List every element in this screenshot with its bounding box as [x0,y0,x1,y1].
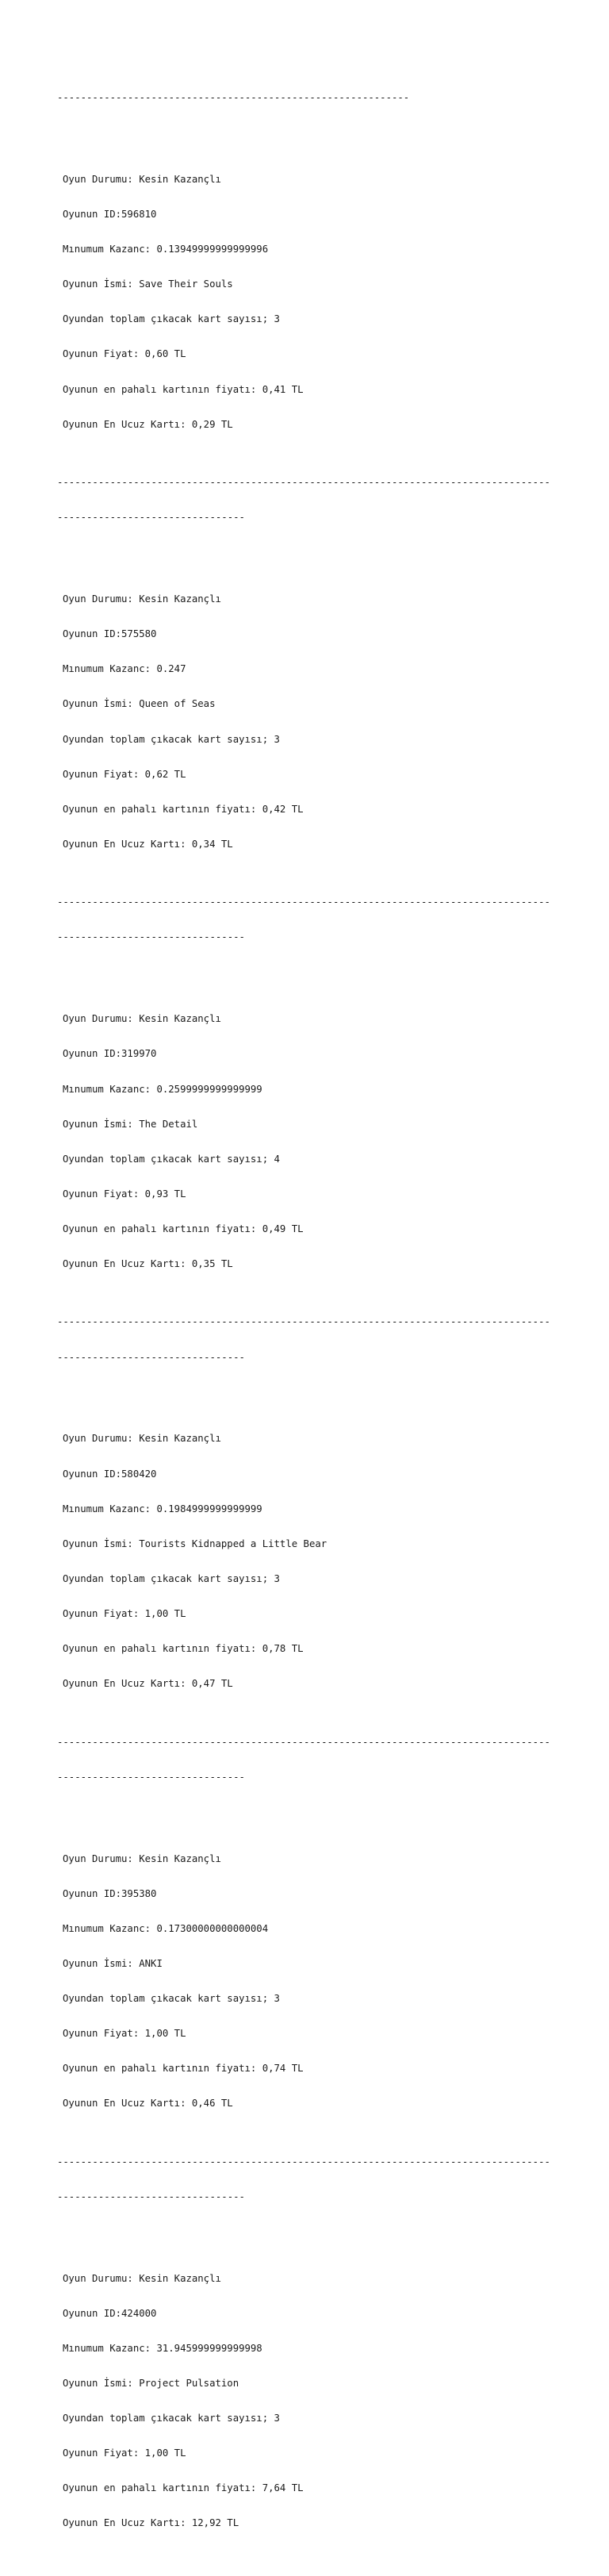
record-separator: ------------------------------------------------------------------------------------ [57,896,550,908]
record-separator: ------------------------------------------------------------------------------------ [57,1736,550,1748]
game-name: Oyunun İsmi: Project Pulsation [63,2378,239,2390]
game-name: Oyunun İsmi: Save Their Souls [63,278,233,290]
game-name: Oyunun İsmi: ANKI [63,1957,163,1969]
card-count: Oyundan toplam çıkacak kart sayısı; 3 [63,313,280,325]
game-name: Oyunun İsmi: The Detail [63,1118,198,1130]
record-separator-cont: -------------------------------- [57,2190,245,2202]
game-status: Oyun Durumu: Kesin Kazançlı [63,1852,221,1864]
cheapest-card: Oyunun En Ucuz Kartı: 0,35 TL [63,1257,233,1269]
most-expensive-card: Oyunun en pahalı kartının fiyatı: 0,42 TL [63,803,304,815]
game-id: Oyunun ID:424000 [63,2307,157,2319]
game-name: Oyunun İsmi: Tourists Kidnapped a Little Bear [63,1538,327,1549]
game-price: Oyunun Fiyat: 1,00 TL [63,2028,186,2040]
min-profit: Mınumum Kazanc: 0.2599999999999999 [63,1083,262,1095]
top-separator: ------------------------------------------------------------ [57,92,410,104]
cheapest-card: Oyunun En Ucuz Kartı: 0,46 TL [63,2098,233,2110]
game-record [57,1410,565,1713]
game-id: Oyunun ID:319970 [63,1048,157,1060]
game-status: Oyun Durumu: Kesin Kazançlı [63,174,221,186]
min-profit: Mınumum Kazanc: 0.1984999999999999 [63,1503,262,1515]
record-separator: ------------------------------------------------------------------------------------ [57,477,550,489]
game-record [57,2249,565,2552]
cheapest-card: Oyunun En Ucuz Kartı: 0,47 TL [63,1678,233,1690]
record-separator-cont: -------------------------------- [57,931,245,943]
most-expensive-card: Oyunun en pahalı kartının fiyatı: 7,64 TL [63,2482,304,2494]
cheapest-card: Oyunun En Ucuz Kartı: 12,92 TL [63,2517,239,2529]
record-separator: ------------------------------------------------------------------------------------ [57,1316,550,1328]
game-status: Oyun Durumu: Kesin Kazançlı [63,1433,221,1445]
card-count: Oyundan toplam çıkacak kart sayısı; 3 [63,1572,280,1584]
min-profit: Mınumum Kazanc: 0.13949999999999996 [63,244,269,255]
game-price: Oyunun Fiyat: 0,60 TL [63,348,186,360]
game-id: Oyunun ID:596810 [63,209,157,221]
card-count: Oyundan toplam çıkacak kart sayısı; 4 [63,1153,280,1165]
game-record [57,1829,565,2133]
most-expensive-card: Oyunun en pahalı kartının fiyatı: 0,41 TL [63,383,304,395]
game-price: Oyunun Fiyat: 1,00 TL [63,2447,186,2459]
game-price: Oyunun Fiyat: 0,93 TL [63,1188,186,1200]
card-count: Oyundan toplam çıkacak kart sayısı; 3 [63,2413,280,2424]
game-status: Oyun Durumu: Kesin Kazançlı [63,593,221,605]
record-separator: ------------------------------------------------------------------------------------ [57,2156,550,2167]
min-profit: Mınumum Kazanc: 31.945999999999998 [63,2342,262,2354]
min-profit: Mınumum Kazanc: 0.247 [63,663,186,675]
record-separator-cont: -------------------------------- [57,1771,245,1783]
game-id: Oyunun ID:580420 [63,1468,157,1480]
record-separator-cont: -------------------------------- [57,1351,245,1363]
game-price: Oyunun Fiyat: 0,62 TL [63,768,186,780]
min-profit: Mınumum Kazanc: 0.17300000000000004 [63,1922,269,1934]
record-separator-cont: -------------------------------- [57,512,245,524]
game-status: Oyun Durumu: Kesin Kazançlı [63,2272,221,2284]
game-price: Oyunun Fiyat: 1,00 TL [63,1607,186,1619]
most-expensive-card: Oyunun en pahalı kartının fiyatı: 0,74 TL [63,2063,304,2075]
game-record [57,990,565,1293]
game-record [57,151,565,454]
card-count: Oyundan toplam çıkacak kart sayısı; 3 [63,1993,280,2005]
most-expensive-card: Oyunun en pahalı kartının fiyatı: 0,78 TL [63,1643,304,1655]
game-id: Oyunun ID:575580 [63,628,157,640]
game-id: Oyunun ID:395380 [63,1887,157,1899]
document-page [57,57,565,2576]
most-expensive-card: Oyunun en pahalı kartının fiyatı: 0,49 TL [63,1223,304,1234]
game-record [57,570,565,873]
game-name: Oyunun İsmi: Queen of Seas [63,698,216,710]
cheapest-card: Oyunun En Ucuz Kartı: 0,29 TL [63,418,233,430]
cheapest-card: Oyunun En Ucuz Kartı: 0,34 TL [63,838,233,850]
card-count: Oyundan toplam çıkacak kart sayısı; 3 [63,733,280,745]
game-status: Oyun Durumu: Kesin Kazançlı [63,1013,221,1025]
